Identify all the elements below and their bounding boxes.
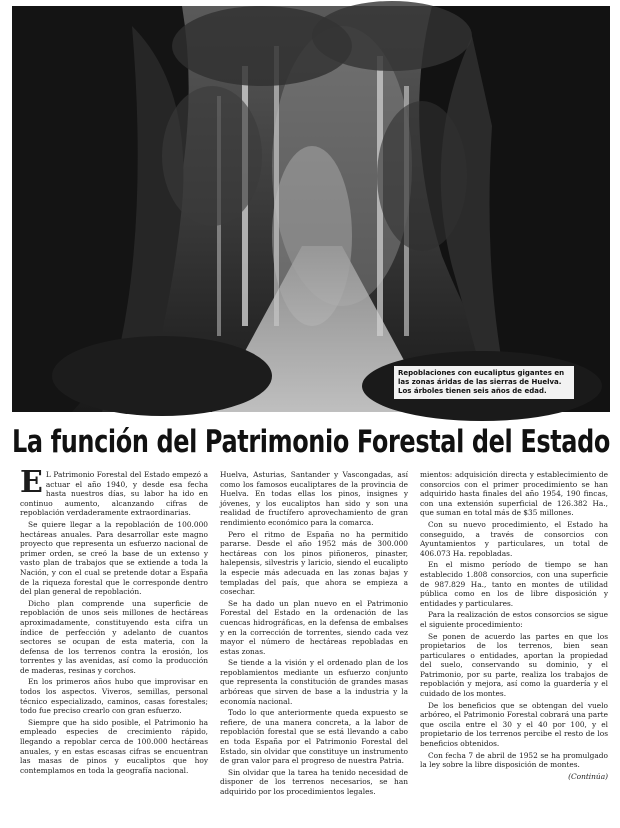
paragraph: Para la realización de estos consorcios se sigue el siguiente procedimiento: bbox=[420, 610, 608, 629]
continued-label: (Continúa) bbox=[568, 771, 608, 781]
article-headline: La función del Patrimonio Forestal del Estado bbox=[12, 424, 610, 460]
paragraph: Con su nuevo procedimiento, el Estado ha conseguido, a través de consorcios con Ayuntamientos y particulares, un total de 406.073 Ha. repobladas. bbox=[420, 519, 608, 558]
forest-photo bbox=[12, 6, 610, 412]
paragraph: Pero el ritmo de España no ha permitido pararse. Desde el año 1952 más de 300.000 hectáreas con los pinos piñoneros, pinaster, halepensis, silvestris y laricio, siendo el eucalipto la especie más adecuada en las zonas bajas y templadas del país, que ahora se empieza a cosechar. bbox=[220, 529, 408, 597]
paragraph: Sin olvidar que la tarea ha tenido necesidad de disponer de los terrenos necesarios, se han adquirido por los procedimientos legales. bbox=[220, 767, 408, 796]
paragraph: Se ponen de acuerdo las partes en que los propietarios de los terrenos, bien sean particulares o entidades, aportan la propiedad del suelo, conservando su dominio, y el Patrimonio, por su parte, realiza los trabajos de repoblación y mejora, así como la guardería y el cuidado de los montes. bbox=[420, 631, 608, 699]
forest-photo-image bbox=[12, 6, 610, 412]
paragraph: De los beneficios que se obtengan del vuelo arbóreo, el Patrimonio Forestal cobrará una parte que oscila entre el 30 y el 40 por 100, y el propietario de los terrenos percibe el resto de los beneficios obtenidos. bbox=[420, 700, 608, 749]
paragraph bbox=[20, 465, 208, 518]
article-column-1 bbox=[20, 465, 208, 822]
paragraph: Dicho plan comprende una superficie de repoblación de unos seis millones de hectáreas aproximadamente, constituyendo esta cifra un índice de perfección y adelanto de cuantos sectores se ocupan de esta materia, con la defensa de los terrenos contra la erosión, los torrentes y las avenidas, así como la producción de maderas, resinas y corchos. bbox=[20, 598, 208, 675]
article-body bbox=[20, 465, 610, 822]
paragraph-text: L Patrimonio Forestal del Estado empezó a actuar el año 1940, y desde esa fecha hasta nuestros días, su labor ha ido en continuo aumento, alcanzando cifras de repoblación verdaderamente extraordinarias. bbox=[20, 470, 208, 518]
photo-caption: Repoblaciones con eucaliptus gigantes en las zonas áridas de las sierras de Huelva. Los árboles tienen seis años de edad. bbox=[394, 366, 574, 399]
article-column-2 bbox=[220, 470, 408, 822]
paragraph: Se quiere llegar a la repoblación de 100.000 hectáreas anuales. Para desarrollar este magno proyecto que representa un esfuerzo nacional de primer orden, se creó la base de un extenso y vasto plan de trabajos que se extiende a toda la Nación, y con el cual se pretende dotar a España de la riqueza forestal que le corresponde dentro del plan general de repoblación. bbox=[20, 519, 208, 597]
paragraph: Todo lo que anteriormente queda expuesto se refiere, de una manera concreta, a la labor de repoblación forestal que se está llevando a cabo en toda España por el Patrimonio Forestal del Estado, sin olvidar que constituye un instrumento de gran valor para el progreso de nuestra Patria. bbox=[220, 708, 408, 766]
paragraph: Siempre que ha sido posible, el Patrimonio ha empleado especies de crecimiento rápido, llegando a repoblar cerca de 100.000 hectáreas anuales, y en estas escasas cifras se encuentran las masas de pinos y eucaliptos que hoy contemplamos en toda la geografía nacional. bbox=[20, 717, 208, 775]
article-column-3 bbox=[420, 470, 608, 822]
paragraph: Se tiende a la visión y el ordenado plan de los repoblamientos mediante un esfuerzo conjunto que representa la constitución de grandes masas arbóreas que sirven de base a la industria y la economía nacional. bbox=[220, 658, 408, 706]
paragraph: Huelva, Asturias, Santander y Vascongadas, así como los famosos eucaliptares de la provincia de Huelva. En todas ellas los pinos, insignes y jóvenes, y los eucaliptos han sido y son una realidad de fructífero aprovechamiento de gran rendimiento económico para la comarca. bbox=[220, 470, 408, 527]
drop-cap: E bbox=[20, 465, 43, 500]
paragraph: Se ha dado un plan nuevo en el Patrimonio Forestal del Estado en la ordenación de las cuencas hidrográficas, en la defensa de embalses y en la corrección de torrentes, siendo cada vez mayor el número de hectáreas repobladas en estas zonas. bbox=[220, 598, 408, 656]
paragraph: En el mismo período de tiempo se han establecido 1.808 consorcios, con una superficie de 987.829 Ha., tanto en montes de utilidad pública como en los de libre disposición y entidades y particulares. bbox=[420, 560, 608, 608]
paragraph: En los primeros años hubo que improvisar en todos los aspectos. Viveros, semillas, personal técnico especializado, caminos, casas forestales; todo fue preciso crearlo con gran esfuerzo. bbox=[20, 677, 208, 716]
paragraph: Con fecha 7 de abril de 1952 se ha promulgado la ley sobre la libre disposición de montes. bbox=[420, 750, 608, 770]
paragraph: mientos: adquisición directa y establecimiento de consorcios con el primer procedimiento se han adquirido hasta finales del año 1954, 190 fincas, con una extensión superficial de 126.382 Ha., que suman en total más de $35 millones. bbox=[420, 470, 608, 518]
